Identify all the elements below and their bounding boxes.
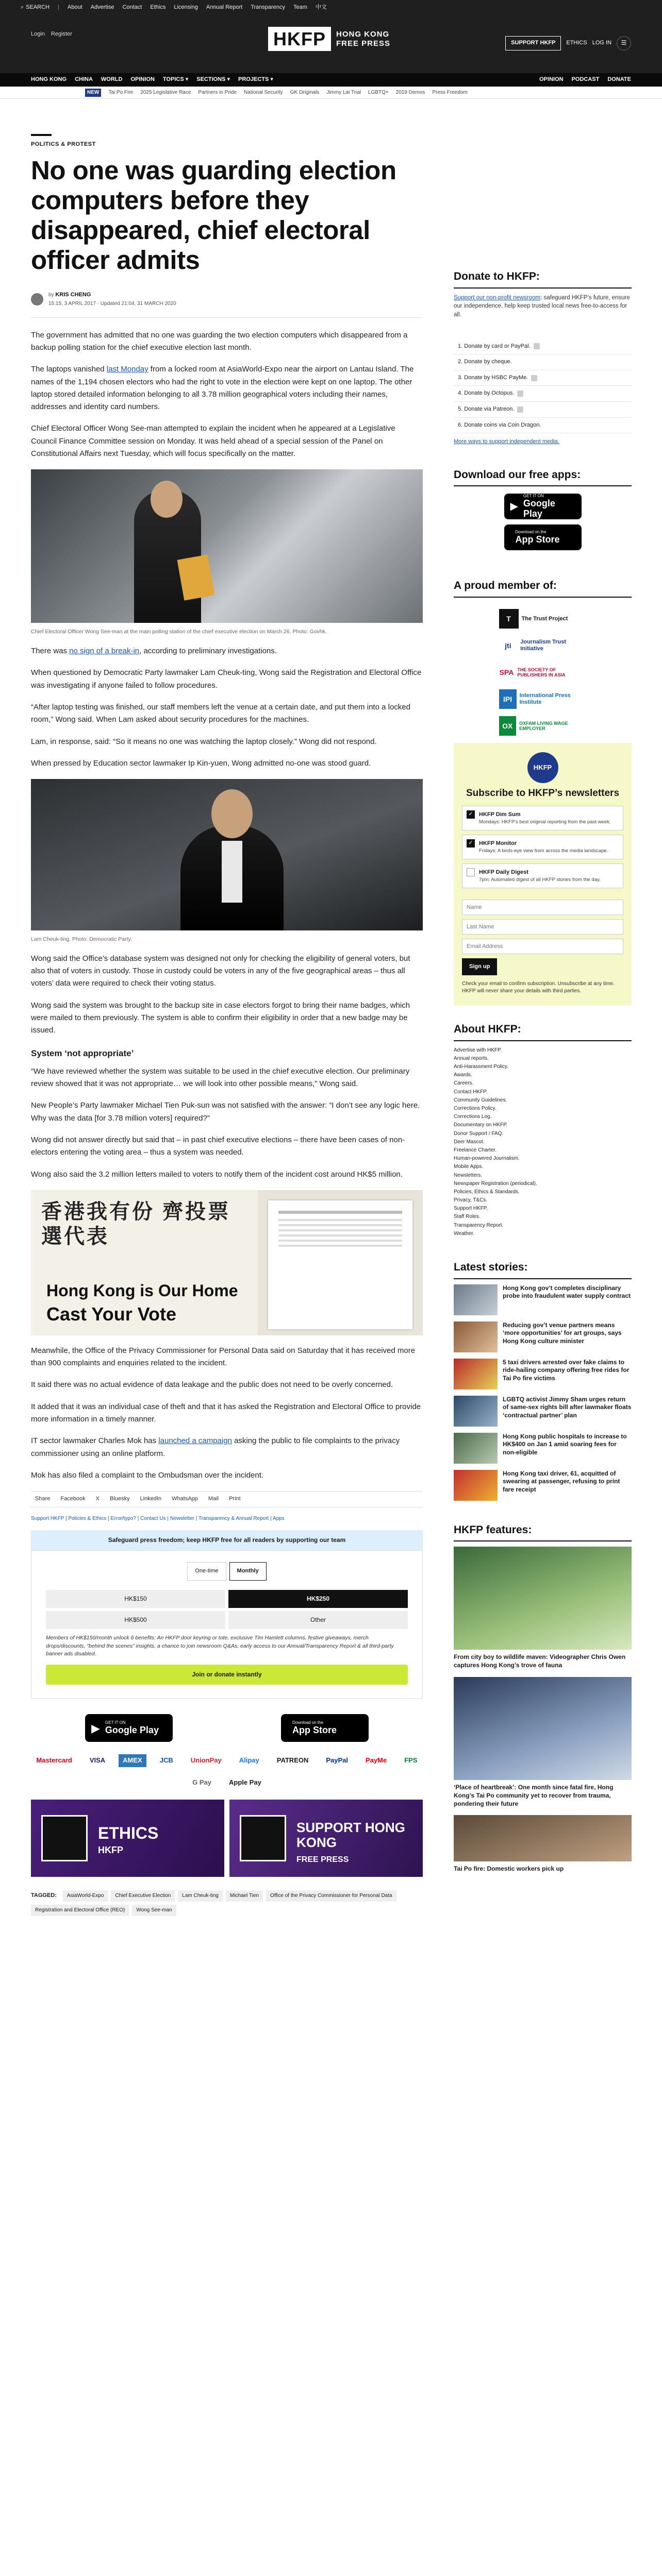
share-facebook[interactable]: Facebook: [60, 1496, 86, 1502]
article-category[interactable]: POLITICS & PROTEST: [31, 141, 96, 147]
utility-bar: ⌕ SEARCH | About Advertise Contact Ethics Licensing Annual Report Transparency Team 中文: [0, 0, 662, 15]
about-link[interactable]: Newsletters.: [454, 1172, 483, 1178]
nav-opinion[interactable]: OPINION: [130, 76, 155, 83]
about-link[interactable]: Mobile Apps.: [454, 1164, 484, 1170]
first-name-input[interactable]: [462, 900, 623, 915]
newsletter-title: Subscribe to HKFP’s newsletters: [466, 787, 620, 799]
donate-method[interactable]: 2. Donate by cheque.: [454, 354, 632, 370]
tag[interactable]: Office of the Privacy Commissioner for Personal Data: [266, 1890, 396, 1902]
share-x[interactable]: X: [95, 1496, 100, 1502]
photo-image: [31, 1190, 423, 1335]
google-play-icon: ▶: [91, 1721, 100, 1735]
photo-wong-see-man: [31, 469, 423, 623]
latest-story[interactable]: Hong Kong public hospitals to increase to HK$400 on Jan 1 amid soaring fees for non-eligible: [454, 1433, 632, 1464]
amount-other[interactable]: Other: [228, 1611, 408, 1629]
nav-hong-kong[interactable]: HONG KONG: [31, 76, 67, 83]
about-link[interactable]: Donor Support / FAQ.: [454, 1130, 504, 1137]
kicker-rule: [31, 134, 52, 136]
byline-by: by: [48, 292, 54, 298]
about-link[interactable]: Annual reports.: [454, 1055, 489, 1061]
story-thumbnail: [454, 1359, 498, 1389]
email-input[interactable]: [462, 939, 623, 954]
fps-icon: FPS: [404, 1756, 418, 1765]
sidebar-app-stores: [454, 494, 632, 550]
byline: by KRIS CHENG 15:15, 3 APRIL 2017 · Updated 21:04, 31 MARCH 2020: [31, 291, 423, 308]
paragraph: “After laptop testing was finished, our staff members left the venue at a certain date, and put them into a locked room,” Wong said. When Lam asked about security procedures for the machines.: [31, 702, 410, 724]
about-link[interactable]: Community Guidelines.: [454, 1097, 507, 1103]
donate-intro: Support our non-profit newsroom: safeguard HKFP’s future, ensure our independence, help keep trusted local news free-to-access for all.: [454, 294, 630, 318]
story-thumbnail: [454, 1396, 498, 1427]
paragraph: It added that it was an individual case of theft and that it has asked the Registration and Electoral Office to provide more information in a timely manner.: [31, 1402, 421, 1424]
support-mark: [240, 1815, 286, 1861]
donate-method[interactable]: 5. Donate via Patreon.: [454, 402, 632, 418]
about-link[interactable]: Documentary on HKFP.: [454, 1122, 508, 1128]
mastercard-icon: Mastercard: [36, 1756, 72, 1765]
trending-item[interactable]: GK Originals: [290, 89, 320, 95]
about-link[interactable]: Awards.: [454, 1072, 472, 1078]
updated-date: Updated 21:04, 31 MARCH 2020: [100, 300, 176, 307]
util-link-team[interactable]: Team: [293, 4, 307, 11]
new-badge: NEW: [85, 89, 101, 97]
nav-china[interactable]: CHINA: [75, 76, 93, 83]
about-link[interactable]: Newspaper Registration (periodical).: [454, 1180, 537, 1187]
tag[interactable]: Michael Tien: [226, 1890, 263, 1902]
util-link-licensing[interactable]: Licensing: [174, 4, 198, 11]
inline-link[interactable]: launched a campaign: [158, 1436, 232, 1446]
about-link[interactable]: Anti-Harassment Policy.: [454, 1064, 508, 1070]
latest-heading: Latest stories:: [454, 1259, 632, 1279]
octopus-icon: [517, 391, 523, 397]
feature-story[interactable]: ‘Place of heartbreak’: One month since fatal fire, Hong Kong’s Tai Po community yet to recover from trauma, pondering their future: [454, 1677, 632, 1808]
tag[interactable]: AsiaWorld-Expo: [63, 1890, 108, 1902]
article-title: No one was guarding election computers before they disappeared, chief electoral officer admits: [31, 155, 396, 275]
paragraph: New People’s Party lawmaker Michael Tien Puk-sun was not satisfied with the answer: “I don’t see any logic here. Why was the data [for 3.78 million voters] required?”: [31, 1101, 420, 1123]
util-link-ethics[interactable]: Ethics: [150, 4, 166, 11]
publish-date: 15:15, 3 APRIL 2017: [48, 300, 96, 307]
feature-image: [454, 1815, 632, 1861]
about-link[interactable]: Human-powered Journalism.: [454, 1156, 520, 1162]
header-login[interactable]: LOG IN: [592, 40, 611, 46]
paypal-icon: PayPal: [326, 1756, 349, 1765]
feature-story[interactable]: From city boy to wildlife maven: Videographer Chris Owen captures Hong Kong’s trove of fauna: [454, 1547, 632, 1669]
trust-project-logo: T: [499, 609, 519, 629]
tag-list: [31, 1890, 423, 1916]
about-link[interactable]: Transparency Report.: [454, 1222, 504, 1228]
checkbox-checked-icon[interactable]: ✓: [467, 810, 475, 819]
letter-document: [268, 1200, 412, 1329]
about-link[interactable]: Support HKFP.: [454, 1206, 488, 1212]
main-nav: [0, 73, 662, 87]
newsletter-signup: [454, 743, 632, 1005]
poster-chinese-text: 香港我有份 齊投票 選代表: [41, 1200, 231, 1248]
frequency-toggle: [46, 1562, 408, 1581]
about-link[interactable]: Corrections Policy.: [454, 1106, 496, 1112]
paragraph: Wong also said the 3.2 million letters mailed to voters to notify them of the incident cost around HK$5 million.: [31, 1170, 403, 1179]
story-thumbnail: [454, 1284, 498, 1315]
paragraph: There was no sign of a break-in, according to preliminary investigations.: [31, 647, 277, 656]
sidebar-app-store[interactable]: Download on the App Store: [504, 524, 582, 550]
nav-right-opinion[interactable]: OPINION: [539, 76, 564, 83]
member-heading: A proud member of:: [454, 577, 632, 598]
about-link[interactable]: Careers.: [454, 1080, 474, 1087]
tags-label: TAGGED:: [31, 1892, 57, 1899]
member-spa[interactable]: SPA THE SOCIETY OF PUBLISHERS IN ASIA: [499, 663, 587, 682]
photo-image: [31, 469, 423, 623]
about-heading: About HKFP:: [454, 1021, 632, 1041]
nav-right-donate[interactable]: DONATE: [607, 76, 631, 83]
amount-500[interactable]: HK$500: [46, 1611, 225, 1629]
inline-link[interactable]: no sign of a break-in: [69, 647, 140, 656]
nav-projects[interactable]: PROJECTS ▾: [238, 76, 273, 83]
donate-benefits-note: Members of HK$150/month unlock 6 benefits: An HKFP door keyring or tote, exclusive Tim Hamlett columns, festive giveaways, merch drops/discounts, “behind the scenes” insights, a chance to join newsroom Q&As, early access to our Annual/Transparency Report & all third-party banner ads disabled.: [46, 1634, 394, 1657]
donate-intro-link[interactable]: Support our non-profit newsroom: [454, 294, 541, 301]
promo-banners: [31, 1800, 423, 1877]
logo-mark: HKFP: [268, 27, 331, 51]
author-avatar: [31, 293, 43, 306]
story-thumbnail: [454, 1321, 498, 1352]
about-link[interactable]: Freelance Charter.: [454, 1147, 496, 1153]
about-link[interactable]: Policies, Ethics & Standards.: [454, 1189, 520, 1195]
paragraph: Lam, in response, said: “So it means no one was watching the laptop closely.” Wong did not respond.: [31, 737, 377, 746]
app-store-row: [31, 1714, 423, 1742]
login-link[interactable]: Login: [31, 31, 45, 37]
trending-bar: [0, 87, 662, 99]
join-donate-button[interactable]: Join or donate instantly: [46, 1665, 408, 1685]
alipay-icon: Alipay: [239, 1756, 259, 1765]
sign-up-button[interactable]: Sign up: [462, 958, 497, 976]
tag[interactable]: Lam Cheuk-ting: [178, 1890, 223, 1902]
paragraph: Wong said the Office’s database system was designed not only for checking the eligibility of general voters, but also that of voters in custody. Those in custody could be voters in any of the five geographical areas – thus all voters’ data were required to check their voting status.: [31, 954, 410, 988]
latest-story[interactable]: 5 taxi drivers arrested over fake claims to ride-hailing company offering free rides for Tai Po fire victims: [454, 1359, 632, 1389]
freq-monthly[interactable]: Monthly: [229, 1562, 267, 1581]
share-whatsapp[interactable]: WhatsApp: [172, 1496, 198, 1502]
util-link-transparency[interactable]: Transparency: [251, 4, 286, 11]
about-link[interactable]: Deer Mascot.: [454, 1139, 485, 1145]
amount-250[interactable]: HK$250: [228, 1590, 408, 1608]
member-ipi[interactable]: IPI International Press Institute: [499, 689, 587, 709]
google-play-button[interactable]: ▶ GET IT ON Google Play: [85, 1714, 173, 1742]
util-link-annual-report[interactable]: Annual Report: [206, 4, 243, 11]
logo-text: HONG KONG FREE PRESS: [336, 30, 391, 48]
inline-link[interactable]: last Monday: [106, 365, 148, 374]
features-heading: HKFP features:: [454, 1521, 632, 1542]
feature-image: [454, 1547, 632, 1650]
jcb-icon: JCB: [159, 1756, 173, 1765]
feature-story[interactable]: Tai Po fire: Domestic workers pick up: [454, 1815, 632, 1873]
header-left-links: [31, 30, 72, 39]
tag[interactable]: Chief Executive Election: [111, 1890, 175, 1902]
unionpay-icon: UnionPay: [190, 1756, 222, 1765]
subheading: System ‘not appropriate’: [31, 1048, 134, 1058]
donate-method[interactable]: 6. Donate coins via Coin Dragon.: [454, 418, 632, 434]
oxfam-logo: OX: [499, 716, 517, 736]
story-thumbnail: [454, 1433, 498, 1464]
trending-item[interactable]: Partners in Pride: [198, 89, 237, 95]
latest-story[interactable]: LGBTQ activist Jimmy Sham urges return of same-sex rights bill after lawmaker floats ‘contractual partner’ plan: [454, 1396, 632, 1427]
support-promo[interactable]: SUPPORT HONG KONG FREE PRESS: [229, 1800, 423, 1877]
nav-topics[interactable]: TOPICS ▾: [162, 76, 189, 83]
about-link[interactable]: Staff Roles.: [454, 1214, 481, 1220]
patreon-icon: [517, 406, 523, 413]
paragraph: Mok has also filed a complaint to the Ombudsman over the incident.: [31, 1470, 264, 1480]
trending-item[interactable]: Tai Po Fire: [108, 89, 134, 95]
share-bar: [31, 1491, 423, 1507]
member-oxfam[interactable]: OX OXFAM LIVING WAGE EMPLOYER: [499, 716, 587, 736]
paragraph: “We have reviewed whether the system was suitable to be used in the chief executive election. Our preliminary review showed that it was not appropriate… we will look into other possible means,” Wong said.: [31, 1066, 410, 1089]
language-switch[interactable]: 中文: [315, 4, 327, 11]
poster-english-line2: Cast Your Vote: [46, 1303, 177, 1325]
paragraph: The laptops vanished last Monday from a locked room at AsiaWorld-Expo near the airport on Lantau Island. The names of the 1,194 chosen electors who had the right to vote in the election were kept on one laptop. The other laptop stored detailed information belonging to all 3.78 million geographical voters including their names, addresses and identity card numbers.: [31, 365, 414, 412]
latest-story[interactable]: Hong Kong gov’t completes disciplinary probe into fraudulent water supply contract: [454, 1284, 632, 1315]
apps-heading: Download our free apps:: [454, 466, 632, 487]
amount-150[interactable]: HK$150: [46, 1590, 225, 1608]
share-linkedin[interactable]: LinkedIn: [140, 1496, 162, 1502]
paragraph: Wong did not answer directly but said that – in past chief executive elections – there have been cases of non-electors entering the voting area – thus a system was needed.: [31, 1135, 405, 1157]
member-jti[interactable]: jti Journalism Trust Initiative: [499, 636, 587, 655]
photo-image: [31, 779, 423, 930]
paragraph: IT sector lawmaker Charles Mok has launched a campaign asking the public to file complaints to the privacy commissioner using an online platform.: [31, 1436, 400, 1458]
donate-method[interactable]: 1. Donate by card or PayPal.: [454, 339, 632, 355]
register-link[interactable]: Register: [51, 31, 72, 37]
paragraph: When questioned by Democratic Party lawmaker Lam Cheuk-ting, Wong said the Registration and Electoral Office was investigating if anyone failed to follow procedures.: [31, 668, 422, 690]
nav-sections[interactable]: SECTIONS ▾: [196, 76, 230, 83]
story-thumbnail: [454, 1470, 498, 1501]
checkbox-checked-icon[interactable]: ✓: [467, 839, 475, 848]
article-footer-links[interactable]: Support HKFP | Policies & Ethics | Error/typo? | Contact Us | Newsletter | Transparency & Annual Report | Apps: [31, 1515, 285, 1521]
paragraph: Meanwhile, the Office of the Privacy Commissioner for Personal Data said on Saturday that it has received more than 900 complaints and enquiries related to the incident.: [31, 1346, 416, 1368]
nav-right-podcast[interactable]: PODCAST: [571, 76, 600, 83]
payment-methods: [31, 1754, 423, 1789]
latest-story[interactable]: Reducing gov’t venue partners means ‘more opportunities’ for art groups, says Hong Kong culture minister: [454, 1321, 632, 1352]
newsletter-badge: HKFP: [527, 752, 558, 783]
support-hkfp-button[interactable]: SUPPORT HKFP: [505, 36, 561, 50]
newsletter-option-monitor[interactable]: ✓ HKFP Monitor Fridays: A birds-eye view from across the media landscape.: [462, 835, 623, 859]
more-ways-link[interactable]: More ways to support independent media.: [454, 438, 559, 445]
paragraph: Chief Electoral Officer Wong See-man attempted to explain the incident when he appeared at a Legislative Council Finance Committee session on Monday. It was held ahead of a special session of the Panel on Constitutional Affairs next Tuesday, which will focus specifically on the matter.: [31, 424, 395, 459]
site-logo[interactable]: [268, 27, 390, 51]
author-name[interactable]: KRIS CHENG: [55, 292, 91, 298]
paragraph: Wong said the system was brought to the backup site in case electors forgot to bring their name badges, which were mailed to them previously. The system is able to confirm their eligibility in order that a new badge may be issued.: [31, 1001, 410, 1035]
amount-options: [46, 1590, 408, 1629]
photo-lam-cheuk-ting: [31, 779, 423, 930]
trending-item[interactable]: Press Freedom: [432, 89, 468, 95]
donate-method[interactable]: 3. Donate by HSBC PayMe.: [454, 370, 632, 386]
feature-image: [454, 1677, 632, 1780]
ipi-logo: IPI: [499, 689, 517, 709]
donate-methods: [454, 339, 632, 434]
card-icon: [534, 343, 540, 349]
poster-english-line1: Hong Kong is Our Home: [46, 1281, 238, 1300]
jti-logo: jti: [505, 641, 511, 650]
divider: [31, 317, 423, 318]
spa-logo: SPA: [499, 668, 514, 676]
about-link[interactable]: Contact HKFP.: [454, 1089, 488, 1095]
photo-election-poster: [31, 1190, 423, 1335]
donate-heading: Donate to HKFP:: [454, 268, 632, 289]
newsletter-option-dim-sum[interactable]: ✓ HKFP Dim Sum Mondays: HKFP’s best original reporting from the past week.: [462, 806, 623, 831]
util-link-about[interactable]: About: [67, 4, 82, 11]
photo-caption: Lam Cheuk-ting. Photo: Democratic Party.: [31, 936, 132, 943]
sidebar-google-play[interactable]: ▶ GET IT ON Google Play: [504, 494, 582, 519]
share-label: Share: [35, 1496, 51, 1502]
ethics-link[interactable]: ETHICS: [566, 40, 587, 46]
payme-icon: PayMe: [366, 1756, 387, 1765]
trending-item[interactable]: LGBTQ+: [368, 89, 389, 95]
tag[interactable]: Registration and Electoral Office (REO): [31, 1905, 129, 1916]
freq-one-time[interactable]: One-time: [187, 1562, 226, 1581]
util-link-contact[interactable]: Contact: [122, 4, 142, 11]
article: [31, 134, 423, 1916]
paragraph: The government has admitted that no one was guarding the two election computers which disappeared from a backup polling station for the chief executive election last month.: [31, 330, 408, 352]
trending-item[interactable]: Jimmy Lai Trial: [326, 89, 361, 95]
header-actions: [505, 36, 631, 50]
donate-method[interactable]: 4. Donate by Octopus.: [454, 386, 632, 402]
about-link[interactable]: Privacy, T&Cs.: [454, 1197, 488, 1204]
patreon-icon: PATREON: [276, 1756, 309, 1765]
newsletter-fine-print: Check your email to confirm subscription. Unsubscribe at any time. HKFP will never share your details with third parties.: [462, 981, 615, 994]
trending-item[interactable]: 2025 Legislative Race: [140, 89, 191, 95]
checkbox-unchecked-icon[interactable]: [467, 868, 475, 876]
amex-icon: AMEX: [119, 1754, 146, 1767]
util-link-advertise[interactable]: Advertise: [90, 4, 114, 11]
newsletter-option-daily-digest[interactable]: HKFP Daily Digest 7pm: Automated digest of all HKFP stories from the day.: [462, 863, 623, 888]
donate-widget: [31, 1550, 423, 1699]
app-store-button[interactable]: Download on the App Store: [281, 1714, 369, 1742]
latest-stories: [454, 1284, 632, 1501]
paragraph: When pressed by Education sector lawmaker Ip Kin-yuen, Wong admitted no-one was stood guard.: [31, 758, 371, 768]
apple-pay-icon: Apple Pay: [229, 1778, 261, 1787]
support-banner[interactable]: Safeguard press freedom; keep HKFP free for all readers by supporting our team: [31, 1530, 423, 1550]
share-print[interactable]: Print: [229, 1496, 241, 1502]
about-links: [454, 1046, 632, 1238]
search-button[interactable]: ⌕ SEARCH: [21, 3, 49, 12]
tag[interactable]: Wong See-man: [132, 1905, 176, 1916]
site-header: [0, 15, 662, 73]
about-link[interactable]: Corrections Log.: [454, 1114, 492, 1120]
paragraph: It said there was no actual evidence of data leakage and the public does not need to be overly concerned.: [31, 1380, 393, 1389]
ethics-promo[interactable]: ETHICS HKFP: [31, 1800, 224, 1877]
share-mail[interactable]: Mail: [208, 1496, 219, 1502]
photo-caption: Chief Electoral Officer Wong See-man at the main polling station of the chief executive election on March 26. Photo: Govhk.: [31, 629, 327, 635]
nav-world[interactable]: WORLD: [101, 76, 123, 83]
payme-icon: [531, 375, 537, 381]
menu-icon[interactable]: ☰: [617, 36, 631, 50]
google-pay-icon: G Pay: [192, 1778, 211, 1787]
trending-item[interactable]: 2019 Demos: [395, 89, 425, 95]
visa-icon: VISA: [89, 1756, 106, 1765]
share-bluesky[interactable]: Bluesky: [110, 1496, 130, 1502]
last-name-input[interactable]: [462, 919, 623, 935]
trending-item[interactable]: National Security: [244, 89, 283, 95]
sidebar: [454, 268, 632, 1880]
member-trust-project[interactable]: T The Trust Project: [499, 609, 587, 629]
ethics-mark: [41, 1815, 88, 1861]
latest-story[interactable]: Hong Kong taxi driver, 61, acquitted of swearing at passenger, refusing to print fare receipt: [454, 1470, 632, 1501]
about-link[interactable]: Weather.: [454, 1230, 474, 1236]
search-icon: ⌕: [21, 4, 24, 11]
google-play-icon: ▶: [510, 501, 518, 513]
about-link[interactable]: Advertise with HKFP.: [454, 1047, 502, 1053]
